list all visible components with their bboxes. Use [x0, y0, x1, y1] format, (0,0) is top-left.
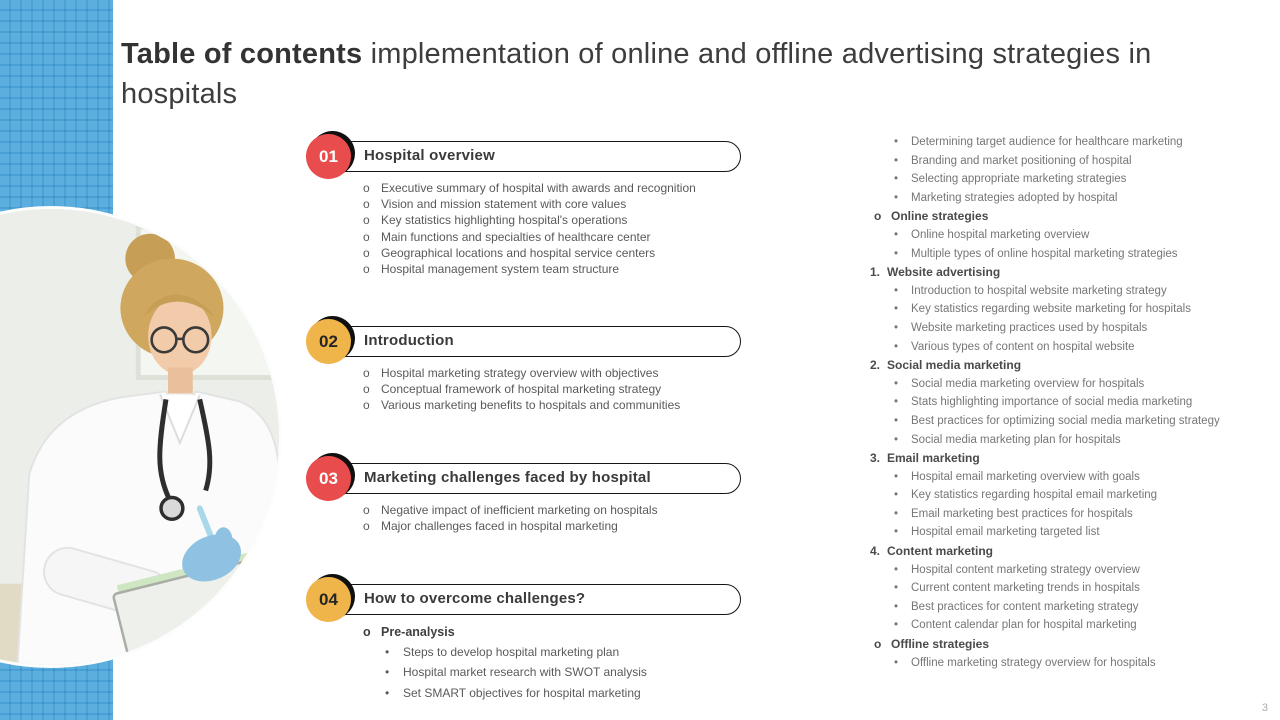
section-bullet-list: [363, 502, 763, 534]
toc-item: [868, 468, 1268, 487]
bullet-dot-marker: •: [894, 340, 899, 353]
toc-item: [363, 623, 763, 642]
toc-item-text: Stats highlighting importance of social media marketing: [911, 396, 1193, 409]
bullet-o-marker: o: [363, 382, 370, 397]
toc-item: [868, 412, 1268, 431]
bullet-dot-marker: •: [894, 284, 899, 297]
toc-item-text: Geographical locations and hospital service centers: [381, 245, 656, 260]
bullet-dot-marker: •: [894, 396, 899, 409]
bullet-dot-marker: •: [894, 377, 899, 390]
bullet-dot-marker: •: [385, 645, 390, 659]
toc-subheading: [868, 542, 1268, 561]
bullet-dot-marker: •: [894, 470, 899, 483]
toc-item-text: Hospital email marketing overview with goals: [911, 470, 1140, 483]
section-number-badge: 03: [306, 456, 351, 501]
bullet-dot-marker: •: [894, 563, 899, 576]
bullet-o-marker: o: [363, 229, 370, 244]
toc-item: [868, 152, 1268, 171]
doctor-photo: [0, 206, 282, 668]
toc-item-text: Content marketing: [887, 544, 994, 559]
toc-item: [363, 397, 763, 413]
page-number: 3: [1261, 702, 1268, 714]
toc-item-text: Hospital market research with SWOT analysis: [403, 665, 647, 680]
toc-item: [868, 170, 1268, 189]
bullet-o-marker: o: [874, 637, 882, 652]
bullet-o-marker: o: [363, 213, 370, 228]
toc-item: [868, 282, 1268, 301]
list-number-marker: 4.: [870, 544, 881, 559]
toc-item: [868, 319, 1268, 338]
toc-item-text: Email marketing best practices for hospitals: [911, 507, 1133, 520]
toc-item-text: Social media marketing overview for hospitals: [911, 377, 1145, 390]
toc-item: [868, 598, 1268, 617]
toc-item-text: Hospital content marketing strategy overview: [911, 563, 1140, 576]
toc-item-text: Key statistics highlighting hospital's operations: [381, 213, 628, 228]
bullet-dot-marker: •: [894, 489, 899, 502]
section-number-badge: 01: [306, 134, 351, 179]
toc-item: [868, 654, 1268, 673]
toc-item-text: Set SMART objectives for hospital marketing: [403, 685, 641, 700]
toc-item-text: Selecting appropriate marketing strategies: [911, 173, 1127, 186]
bullet-dot-marker: •: [894, 173, 899, 186]
toc-subheading: [868, 635, 1268, 654]
doctor-illustration: [0, 209, 279, 665]
section-bullet-list: [363, 365, 763, 414]
bullet-o-marker: o: [363, 625, 371, 639]
bullet-o-marker: o: [363, 262, 370, 277]
section-bullet-list: [363, 623, 763, 703]
section-title: Introduction: [364, 332, 454, 349]
toc-item: [868, 245, 1268, 264]
page-title: [121, 34, 1206, 114]
toc-item: [868, 375, 1268, 394]
toc-item-text: Branding and market positioning of hospital: [911, 154, 1132, 167]
toc-item-text: Various types of content on hospital website: [911, 340, 1135, 353]
toc-item-text: Social media marketing plan for hospitals: [911, 433, 1121, 446]
toc-item-text: Key statistics regarding hospital email marketing: [911, 489, 1158, 502]
toc-item-text: Marketing strategies adopted by hospital: [911, 191, 1118, 204]
bullet-dot-marker: •: [894, 656, 899, 669]
toc-item-text: Key statistics regarding website marketing for hospitals: [911, 303, 1191, 316]
bullet-o-marker: o: [363, 366, 370, 380]
bullet-o-marker: o: [363, 398, 370, 413]
section-title: How to overcome challenges?: [364, 590, 586, 607]
toc-item: [363, 502, 763, 518]
toc-item-text: Main functions and specialties of healthcare center: [381, 229, 651, 244]
toc-item-text: Online strategies: [891, 209, 989, 224]
bullet-dot-marker: •: [894, 414, 899, 427]
toc-item: [363, 365, 763, 381]
bullet-dot-marker: •: [894, 526, 899, 539]
toc-item-text: Offline marketing strategy overview for hospitals: [911, 656, 1156, 669]
section-title: Marketing challenges faced by hospital: [364, 469, 651, 486]
toc-item: [868, 133, 1268, 152]
toc-item: [868, 338, 1268, 357]
toc-item: [363, 642, 763, 662]
list-number-marker: 1.: [870, 265, 881, 280]
bullet-o-marker: o: [363, 519, 370, 534]
toc-item-text: Content calendar plan for hospital marketing: [911, 619, 1137, 632]
list-number-marker: 3.: [870, 451, 881, 466]
toc-item-text: Offline strategies: [891, 637, 990, 652]
bullet-dot-marker: •: [894, 154, 899, 167]
toc-item-text: Website advertising: [887, 265, 1001, 280]
toc-item-text: Introduction to hospital website marketing strategy: [911, 284, 1167, 297]
toc-item-text: Various marketing benefits to hospitals and communities: [381, 398, 681, 413]
toc-item-text: Hospital management system team structure: [381, 262, 620, 277]
toc-subheading: [868, 207, 1268, 226]
toc-item: [363, 381, 763, 397]
bullet-dot-marker: •: [894, 247, 899, 260]
toc-item-text: Online hospital marketing overview: [911, 228, 1090, 241]
toc-item-text: Social media marketing: [887, 358, 1022, 373]
bullet-dot-marker: •: [894, 228, 899, 241]
toc-item: [868, 616, 1268, 635]
bullet-dot-marker: •: [894, 619, 899, 632]
toc-item: [868, 579, 1268, 598]
toc-item: [868, 523, 1268, 542]
toc-subheading: [868, 263, 1268, 282]
section-title: Hospital overview: [364, 147, 495, 164]
toc-item-text: Current content marketing trends in hospitals: [911, 582, 1140, 595]
toc-subheading: [868, 449, 1268, 468]
toc-item: [363, 245, 763, 261]
toc-subheading: [868, 356, 1268, 375]
toc-item: [363, 261, 763, 277]
toc-item: [868, 226, 1268, 245]
page-title-regular: implementation of online and offline advertising strategies in hospitals: [121, 38, 1152, 110]
toc-item: [868, 431, 1268, 450]
toc-item-text: Executive summary of hospital with awards and recognition: [381, 181, 696, 195]
toc-item: [868, 300, 1268, 319]
page-title-bold: Table of contents: [121, 38, 363, 70]
toc-item-text: Best practices for optimizing social media marketing strategy: [911, 414, 1220, 427]
toc-item: [363, 212, 763, 228]
toc-item-text: Determining target audience for healthcare marketing: [911, 136, 1183, 148]
toc-item-text: Major challenges faced in hospital marketing: [381, 519, 618, 534]
toc-item: [868, 505, 1268, 524]
bullet-dot-marker: •: [894, 507, 899, 520]
bullet-dot-marker: •: [894, 433, 899, 446]
bullet-dot-marker: •: [894, 303, 899, 316]
toc-item-text: Vision and mission statement with core values: [381, 197, 627, 212]
section-number-badge: 02: [306, 319, 351, 364]
toc-item: [868, 486, 1268, 505]
toc-item-text: Hospital email marketing targeted list: [911, 526, 1100, 539]
toc-item: [363, 180, 763, 196]
bullet-dot-marker: •: [385, 685, 390, 700]
bullet-o-marker: o: [874, 209, 882, 224]
bullet-dot-marker: •: [894, 136, 899, 148]
bullet-dot-marker: •: [894, 582, 899, 595]
bullet-o-marker: o: [363, 503, 370, 517]
bullet-o-marker: o: [363, 245, 370, 260]
toc-item-text: Hospital marketing strategy overview with objectives: [381, 366, 659, 380]
toc-item: [363, 229, 763, 245]
bullet-dot-marker: •: [894, 321, 899, 334]
toc-item: [363, 683, 763, 703]
bullet-o-marker: o: [363, 197, 370, 212]
bullet-o-marker: o: [363, 181, 370, 195]
toc-item-text: Best practices for content marketing strategy: [911, 600, 1139, 613]
list-number-marker: 2.: [870, 358, 881, 373]
toc-right-column: [868, 133, 1268, 672]
section-bullet-list: [363, 180, 763, 277]
bullet-dot-marker: •: [385, 665, 390, 680]
toc-item: [868, 189, 1268, 208]
toc-item: [363, 662, 763, 682]
toc-item-text: Multiple types of online hospital marketing strategies: [911, 247, 1178, 260]
toc-item-text: Pre-analysis: [381, 625, 455, 639]
bullet-dot-marker: •: [894, 191, 899, 204]
toc-item: [868, 561, 1268, 580]
toc-item-text: Email marketing: [887, 451, 980, 466]
toc-item-text: Conceptual framework of hospital marketing strategy: [381, 382, 662, 397]
toc-item: [363, 518, 763, 534]
toc-item: [868, 393, 1268, 412]
toc-item: [363, 196, 763, 212]
section-number-badge: 04: [306, 577, 351, 622]
toc-item-text: Website marketing practices used by hospitals: [911, 321, 1148, 334]
toc-item-text: Negative impact of inefficient marketing on hospitals: [381, 503, 658, 517]
toc-item-text: Steps to develop hospital marketing plan: [403, 645, 620, 659]
bullet-dot-marker: •: [894, 600, 899, 613]
